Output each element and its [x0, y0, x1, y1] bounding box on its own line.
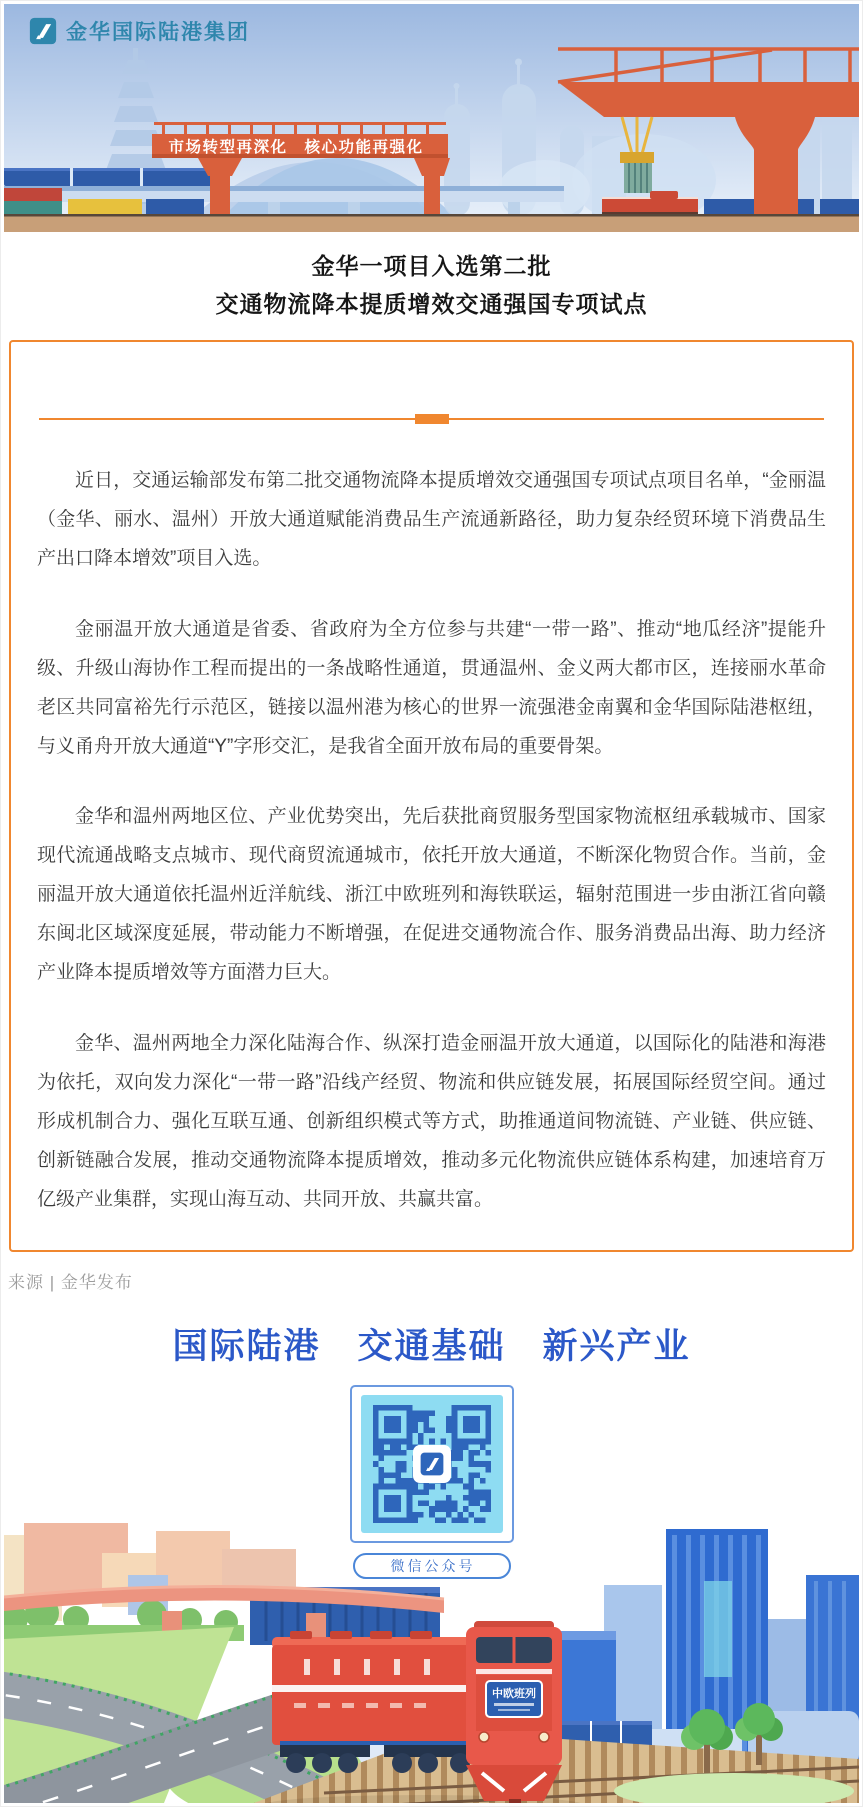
qr-center-logo	[413, 1445, 451, 1483]
article-paragraph: 金华和温州两地区位、产业优势突出，先后获批商贸服务型国家物流枢纽承载城市、国家现代流通战略支点城市、现代商贸流通城市，依托开放大通道，不断深化物贸合作。当前，金丽温开放大通道依托温州近洋航线、浙江中欧班列和海铁联运，辐射范围进一步由浙江省向赣东闽北区域深度延展，带动能力不断增强，在促进交通物流合作、服务消费品出海、助力经济产业降本提质增效等方面潜力巨大。	[37, 806, 826, 984]
divider-chip	[415, 414, 449, 424]
brand-name: 金华国际陆港集团	[66, 21, 250, 44]
brand-logo	[28, 16, 250, 46]
article-card	[9, 340, 854, 1252]
header-banner	[4, 4, 859, 232]
train-sign-label: 中欧班列	[492, 1687, 536, 1700]
qr-label-pill: 微信公众号	[353, 1553, 511, 1579]
title-line-1: 金华一项目入选第二批	[311, 253, 552, 279]
banner-slogan: 市场转型再深化 核心功能再强化	[168, 139, 424, 156]
section-divider	[39, 418, 824, 420]
city-illustration	[4, 1523, 859, 1803]
landport-logo-icon	[28, 16, 58, 46]
article-paragraph: 近日，交通运输部发布第二批交通物流降本提质增效交通强国专项试点项目名单，“金丽温（金华、丽水、温州）开放大通道赋能消费品生产流通新路径，助力复杂经贸环境下消费品生产出口降本增效”项目入选。	[37, 469, 826, 569]
footer	[4, 1319, 859, 1803]
title-line-2: 交通物流降本提质增效交通强国专项试点	[215, 290, 648, 317]
article-paragraph: 金丽温开放大通道是省委、省政府为全方位参与共建“一带一路”、推动“地瓜经济”提能升级、升级山海协作工程而提出的一条战略性通道，贯通温州、金义两大都市区，连接丽水革命老区共同富裕先行示范区，链接以温州港为核心的世界一流强港金南翼和金华国际陆港枢纽，与义甬舟开放大通道“Y”字形交汇，是我省全面开放布局的重要骨架。	[37, 618, 826, 757]
qr-inner	[361, 1395, 503, 1533]
footer-headline: 国际陆港 交通基础 新兴产业	[172, 1326, 691, 1366]
article-paragraph: 金华、温州两地全力深化陆海合作、纵深打造金丽温开放大通道，以国际化的陆港和海港为依托，双向发力深化“一带一路”沿线产经贸、物流和供应链发展，拓展国际经贸空间。通过形成机制合力、强化互联互通、创新组织模式等方式，助推通道间物流链、产业链、供应链、创新链融合发展，推动交通物流降本提质增效，推动多元化物流供应链体系构建，加速培育万亿级产业集群，实现山海互动、共同开放、共赢共富。	[37, 1033, 826, 1210]
wechat-qr-code	[350, 1385, 514, 1543]
page-title	[4, 248, 859, 324]
landport-logo-icon	[419, 1451, 445, 1477]
source-attribution: 来源 | 金华发布	[8, 1272, 133, 1292]
